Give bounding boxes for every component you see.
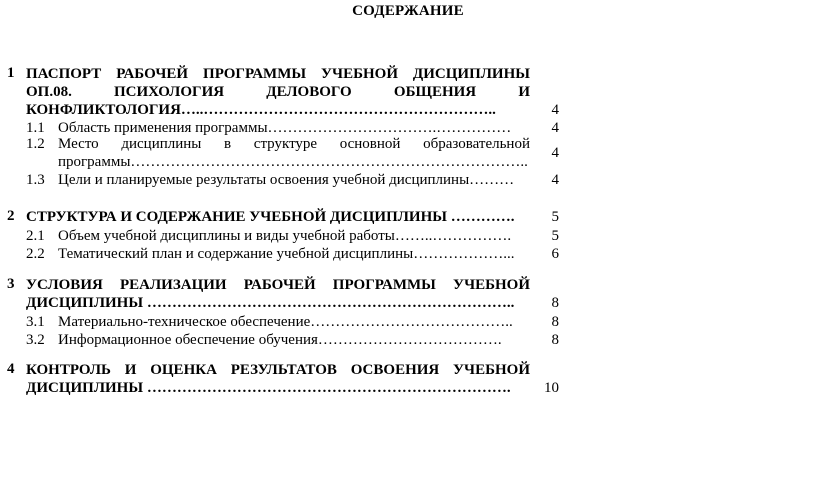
section-title-line: ОП.08. ПСИХОЛОГИЯ ДЕЛОВОГО ОБЩЕНИЯ И — [26, 84, 530, 100]
section-title-line: ДИСЦИПЛИНЫ ……………………………………………………………….. — [26, 295, 515, 311]
page-number: 5 — [551, 228, 559, 244]
section-title-line: СТРУКТУРА И СОДЕРЖАНИЕ УЧЕБНОЙ ДИСЦИПЛИНЫ …………. — [26, 209, 515, 225]
toc-item: Цели и планируемые результаты освоения учебной дисциплины……… — [58, 172, 515, 188]
section-number: 2 — [7, 208, 15, 224]
section-number: 4 — [7, 361, 15, 377]
section-title — [26, 361, 530, 379]
page-number: 4 — [551, 172, 559, 188]
item-number: 2.2 — [26, 246, 45, 262]
section-title-line: КОНТРОЛЬ И ОЦЕНКА РЕЗУЛЬТАТОВ ОСВОЕНИЯ УЧЕБНОЙ — [26, 362, 530, 378]
section-title-line: КОНФЛИКТОЛОГИЯ…..………………………………………………….. — [26, 102, 496, 118]
item-number: 1.3 — [26, 172, 45, 188]
toc-item: Область применения программы…………………………….…………… — [58, 120, 512, 136]
page-number: 5 — [551, 209, 559, 225]
page-number: 6 — [551, 246, 559, 262]
section-title — [26, 65, 530, 101]
toc-item: Информационное обеспечение обучения………………………………. — [58, 332, 502, 348]
item-number: 3.2 — [26, 332, 45, 348]
section-number: 1 — [7, 65, 15, 81]
page-title: СОДЕРЖАНИЕ — [352, 3, 464, 19]
item-number: 1.1 — [26, 120, 45, 136]
item-number: 1.2 — [26, 136, 45, 152]
page-number: 8 — [551, 314, 559, 330]
toc-item: Материально-техническое обеспечение………………………………….. — [58, 314, 513, 330]
toc-item: Объем учебной дисциплины и виды учебной работы……..……………. — [58, 228, 512, 244]
section-title-line: ДИСЦИПЛИНЫ ………………………………………………………………. — [26, 380, 511, 396]
page-number: 8 — [551, 332, 559, 348]
page-number: 4 — [551, 120, 559, 136]
page-number: 4 — [551, 145, 559, 161]
toc-item: Место дисциплины в структуре основной образовательной — [58, 136, 530, 152]
section-title-line: ПАСПОРТ РАБОЧЕЙ ПРОГРАММЫ УЧЕБНОЙ ДИСЦИПЛИНЫ — [26, 66, 530, 82]
page-number: 4 — [551, 102, 559, 118]
toc-item: Тематический план и содержание учебной дисциплины………………... — [58, 246, 515, 262]
item-number: 3.1 — [26, 314, 45, 330]
item-number: 2.1 — [26, 228, 45, 244]
page-number: 8 — [551, 295, 559, 311]
section-title-line: УСЛОВИЯ РЕАЛИЗАЦИИ РАБОЧЕЙ ПРОГРАММЫ УЧЕБНОЙ — [26, 277, 530, 293]
page-number: 10 — [544, 380, 559, 396]
toc-item: программы…………………………………………………………………….. — [58, 154, 528, 170]
section-title — [26, 276, 530, 294]
section-number: 3 — [7, 276, 15, 292]
